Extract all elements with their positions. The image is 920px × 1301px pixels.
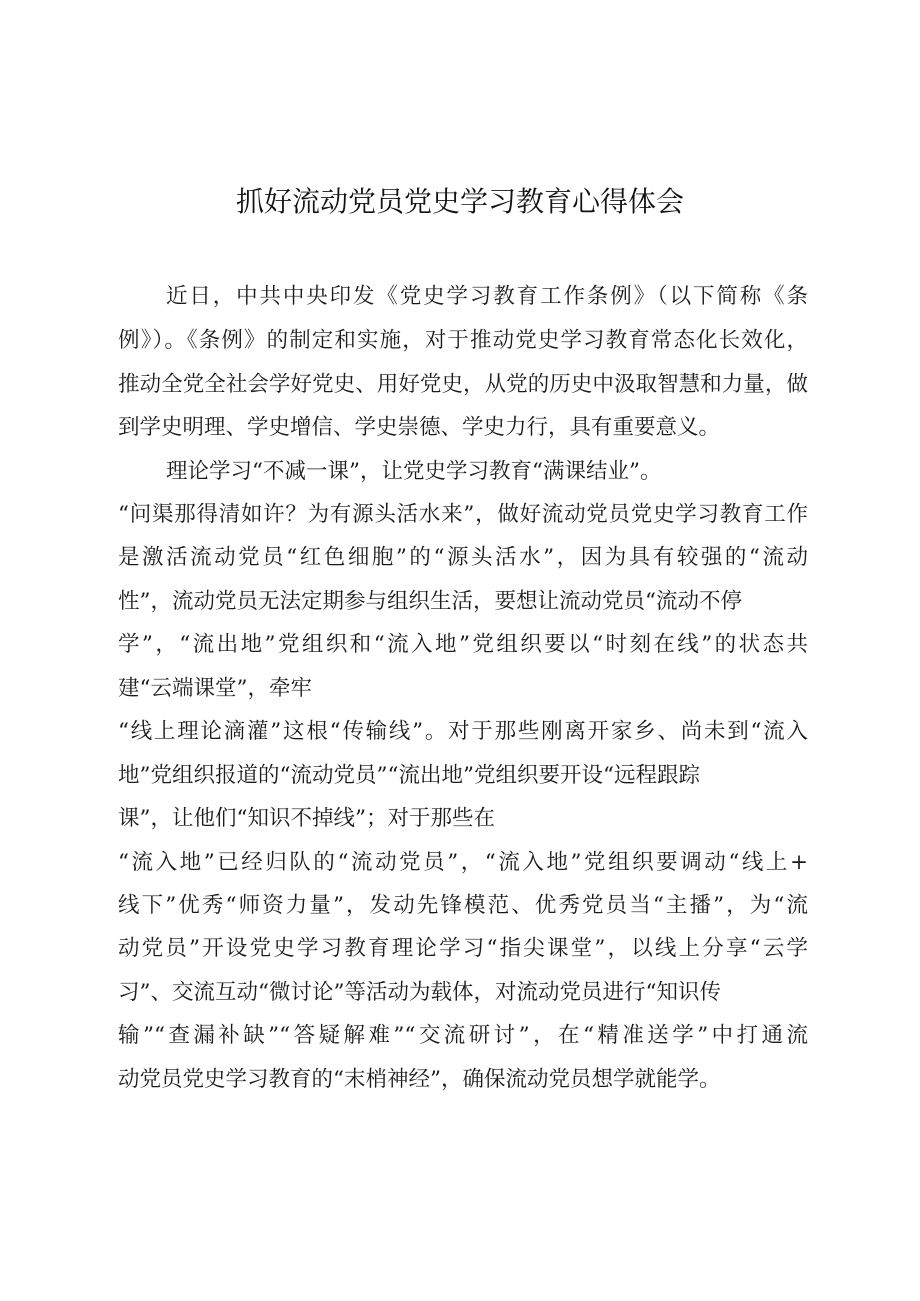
body-line-8: 性”，流动党员无法定期参与组织生活，要想让流动党员“流动不停 [118,589,742,614]
body-line-10: 建“云端课堂”，牵牢 [118,676,312,701]
body-line-14: “流入地”已经归队的“流动党员”，“流入地”党组织要调动“线上+ [118,850,808,875]
body-line-4: 到学史明理、学史增信、学史崇德、学史力行，具有重要意义。 [118,415,721,440]
body-line-11: “线上理论滴灌”这根“传输线”。对于那些刚离开家乡、尚未到“流入 [118,719,808,744]
body-line-5: 理论学习“不减一课”，让党史学习教育“满课结业”。 [166,459,662,484]
body-line-1: 近日，中共中央印发《党史学习教育工作条例》（以下简称《条 [166,284,808,309]
body-line-15: 线下”优秀“师资力量”，发动先锋模范、优秀党员当“主播”，为“流 [118,893,808,918]
body-line-7: 是激活流动党员“红色细胞”的“源头活水”，因为具有较强的“流动 [118,545,808,570]
body-line-16: 动党员”开设党史学习教育理论学习“指尖课堂”，以线上分享“云学 [118,936,808,961]
body-line-18: 输”“查漏补缺”“答疑解难”“交流研讨”，在“精准送学”中打通流 [118,1023,808,1048]
body-line-3: 推动全党全社会学好党史、用好党史，从党的历史中汲取智慧和力量，做 [118,372,808,397]
body-line-17: 习”、交流互动“微讨论”等活动为载体，对流动党员进行“知识传 [118,980,721,1005]
body-line-13: 课”，让他们“知识不掉线”；对于那些在 [118,806,495,831]
document-title: 抓好流动党员党史学习教育心得体会 [235,185,684,218]
body-line-2: 例》）。《条例》的制定和实施，对于推动党史学习教育常态化长效化， [118,328,808,353]
body-line-6: “问渠那得清如许？为有源头活水来”，做好流动党员党史学习教育工作 [118,502,808,527]
body-line-9: 学”，“流出地”党组织和“流入地”党组织要以“时刻在线”的状态共 [118,632,808,657]
body-line-12: 地”党组织报道的“流动党员”“流出地”党组织要开设“远程跟踪 [118,763,700,788]
body-line-19: 动党员党史学习教育的“末梢神经”，确保流动党员想学就能学。 [118,1067,721,1092]
